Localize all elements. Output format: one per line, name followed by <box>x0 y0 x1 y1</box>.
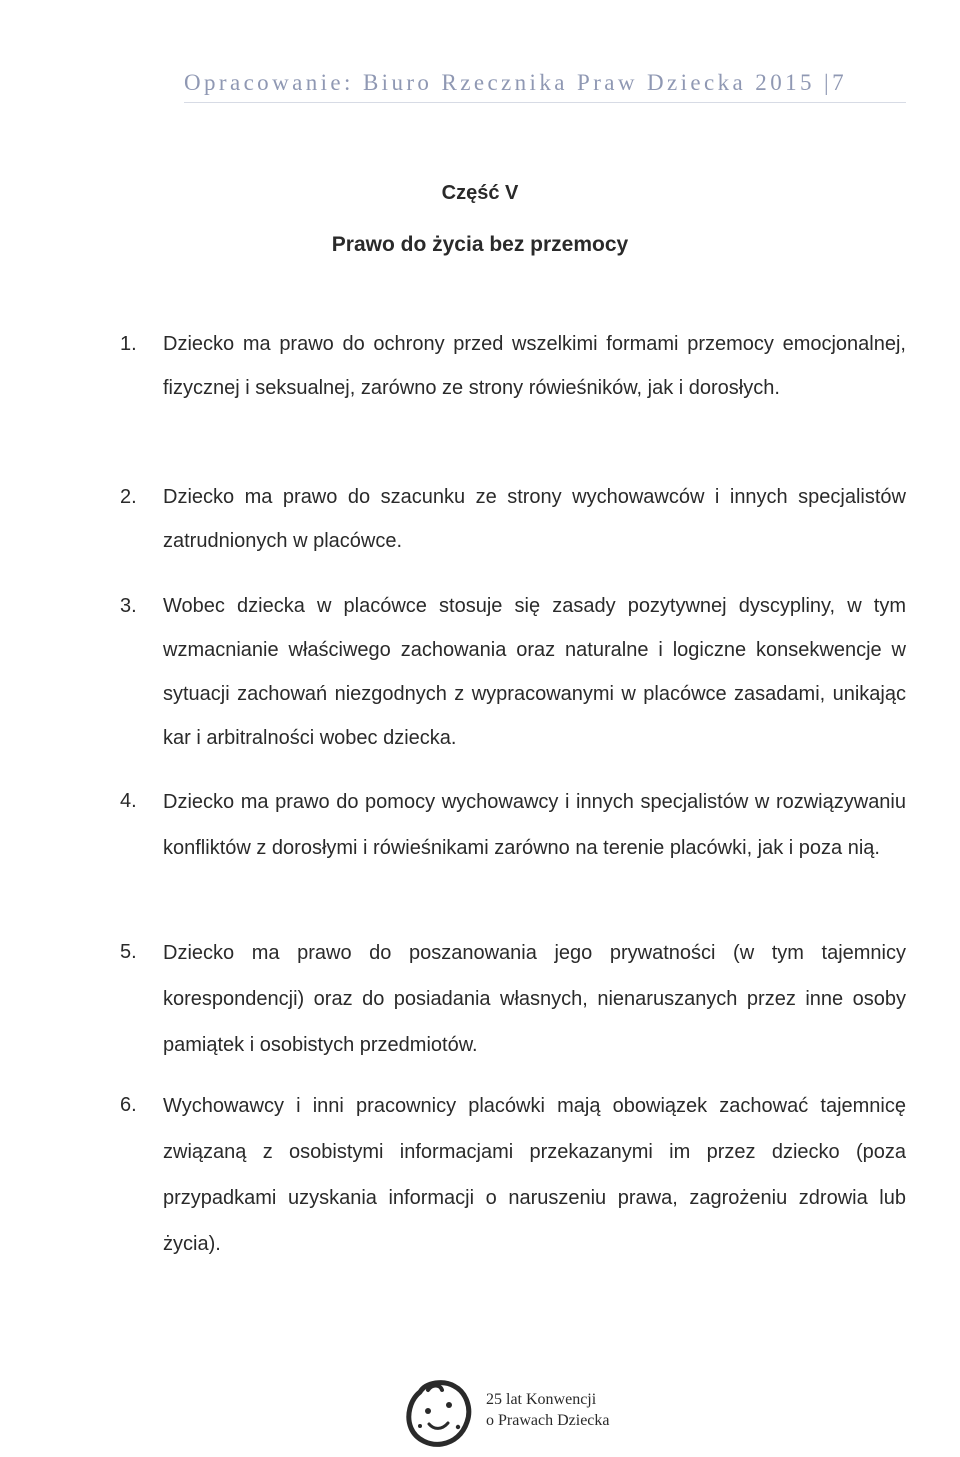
footer-line-2: o Prawach Dziecka <box>486 1412 610 1429</box>
list-item-text: Dziecko ma prawo do poszanowania jego prywatności (w tym tajemnicy korespondencji) oraz do posiadania własnych, nienaruszanych przez inne osoby pamiątek i osobistych przedmiotów. <box>163 942 906 1056</box>
list-item-number: 2. <box>120 486 137 508</box>
list-item-text: Dziecko ma prawo do pomocy wychowawcy i innych specjalistów w rozwiązywaniu konfliktów z dorosłymi i rówieśnikami zarówno na terenie placówki, jak i poza nią. <box>163 791 906 859</box>
list-item-text: Dziecko ma prawo do ochrony przed wszelkimi formami przemocy emocjonalnej, fizycznej i seksualnej, zarówno ze strony rówieśników, jak i dorosłych. <box>163 333 906 399</box>
list-item-number: 1. <box>120 333 137 355</box>
list-item-text: Wychowawcy i inni pracownicy placówki mają obowiązek zachować tajemnicę związaną z osobistymi informacjami przekazanymi im przez dziecko (poza przypadkami uzyskania informacji o naruszeniu prawa, zagrożeniu zdrowia lub życia). <box>163 1095 906 1255</box>
list-item-number: 5. <box>120 941 137 963</box>
section-title: Prawo do życia bez przemocy <box>331 233 629 256</box>
list-item-number: 4. <box>120 790 137 812</box>
child-face-logo-icon <box>404 1378 474 1448</box>
part-title: Część V <box>441 182 519 204</box>
running-header: Opracowanie: Biuro Rzecznika Praw Dziecka 2015 |7 <box>184 70 847 95</box>
footer-line-1: 25 lat Konwencji <box>486 1391 597 1408</box>
header-divider <box>184 102 906 103</box>
footer-caption <box>486 1389 610 1431</box>
list-item-number: 3. <box>120 595 137 617</box>
list-item-text: Wobec dziecka w placówce stosuje się zasady pozytywnej dyscypliny, w tym wzmacnianie właściwego zachowania oraz naturalne i logiczne konsekwencje w sytuacji zachowań niezgodnych z wypracowanymi w placówce zasadami, unikając kar i arbitralności wobec dziecka. <box>163 595 906 749</box>
list-item-number: 6. <box>120 1094 137 1116</box>
list-item-text: Dziecko ma prawo do szacunku ze strony wychowawców i innych specjalistów zatrudnionych w placówce. <box>163 486 906 552</box>
